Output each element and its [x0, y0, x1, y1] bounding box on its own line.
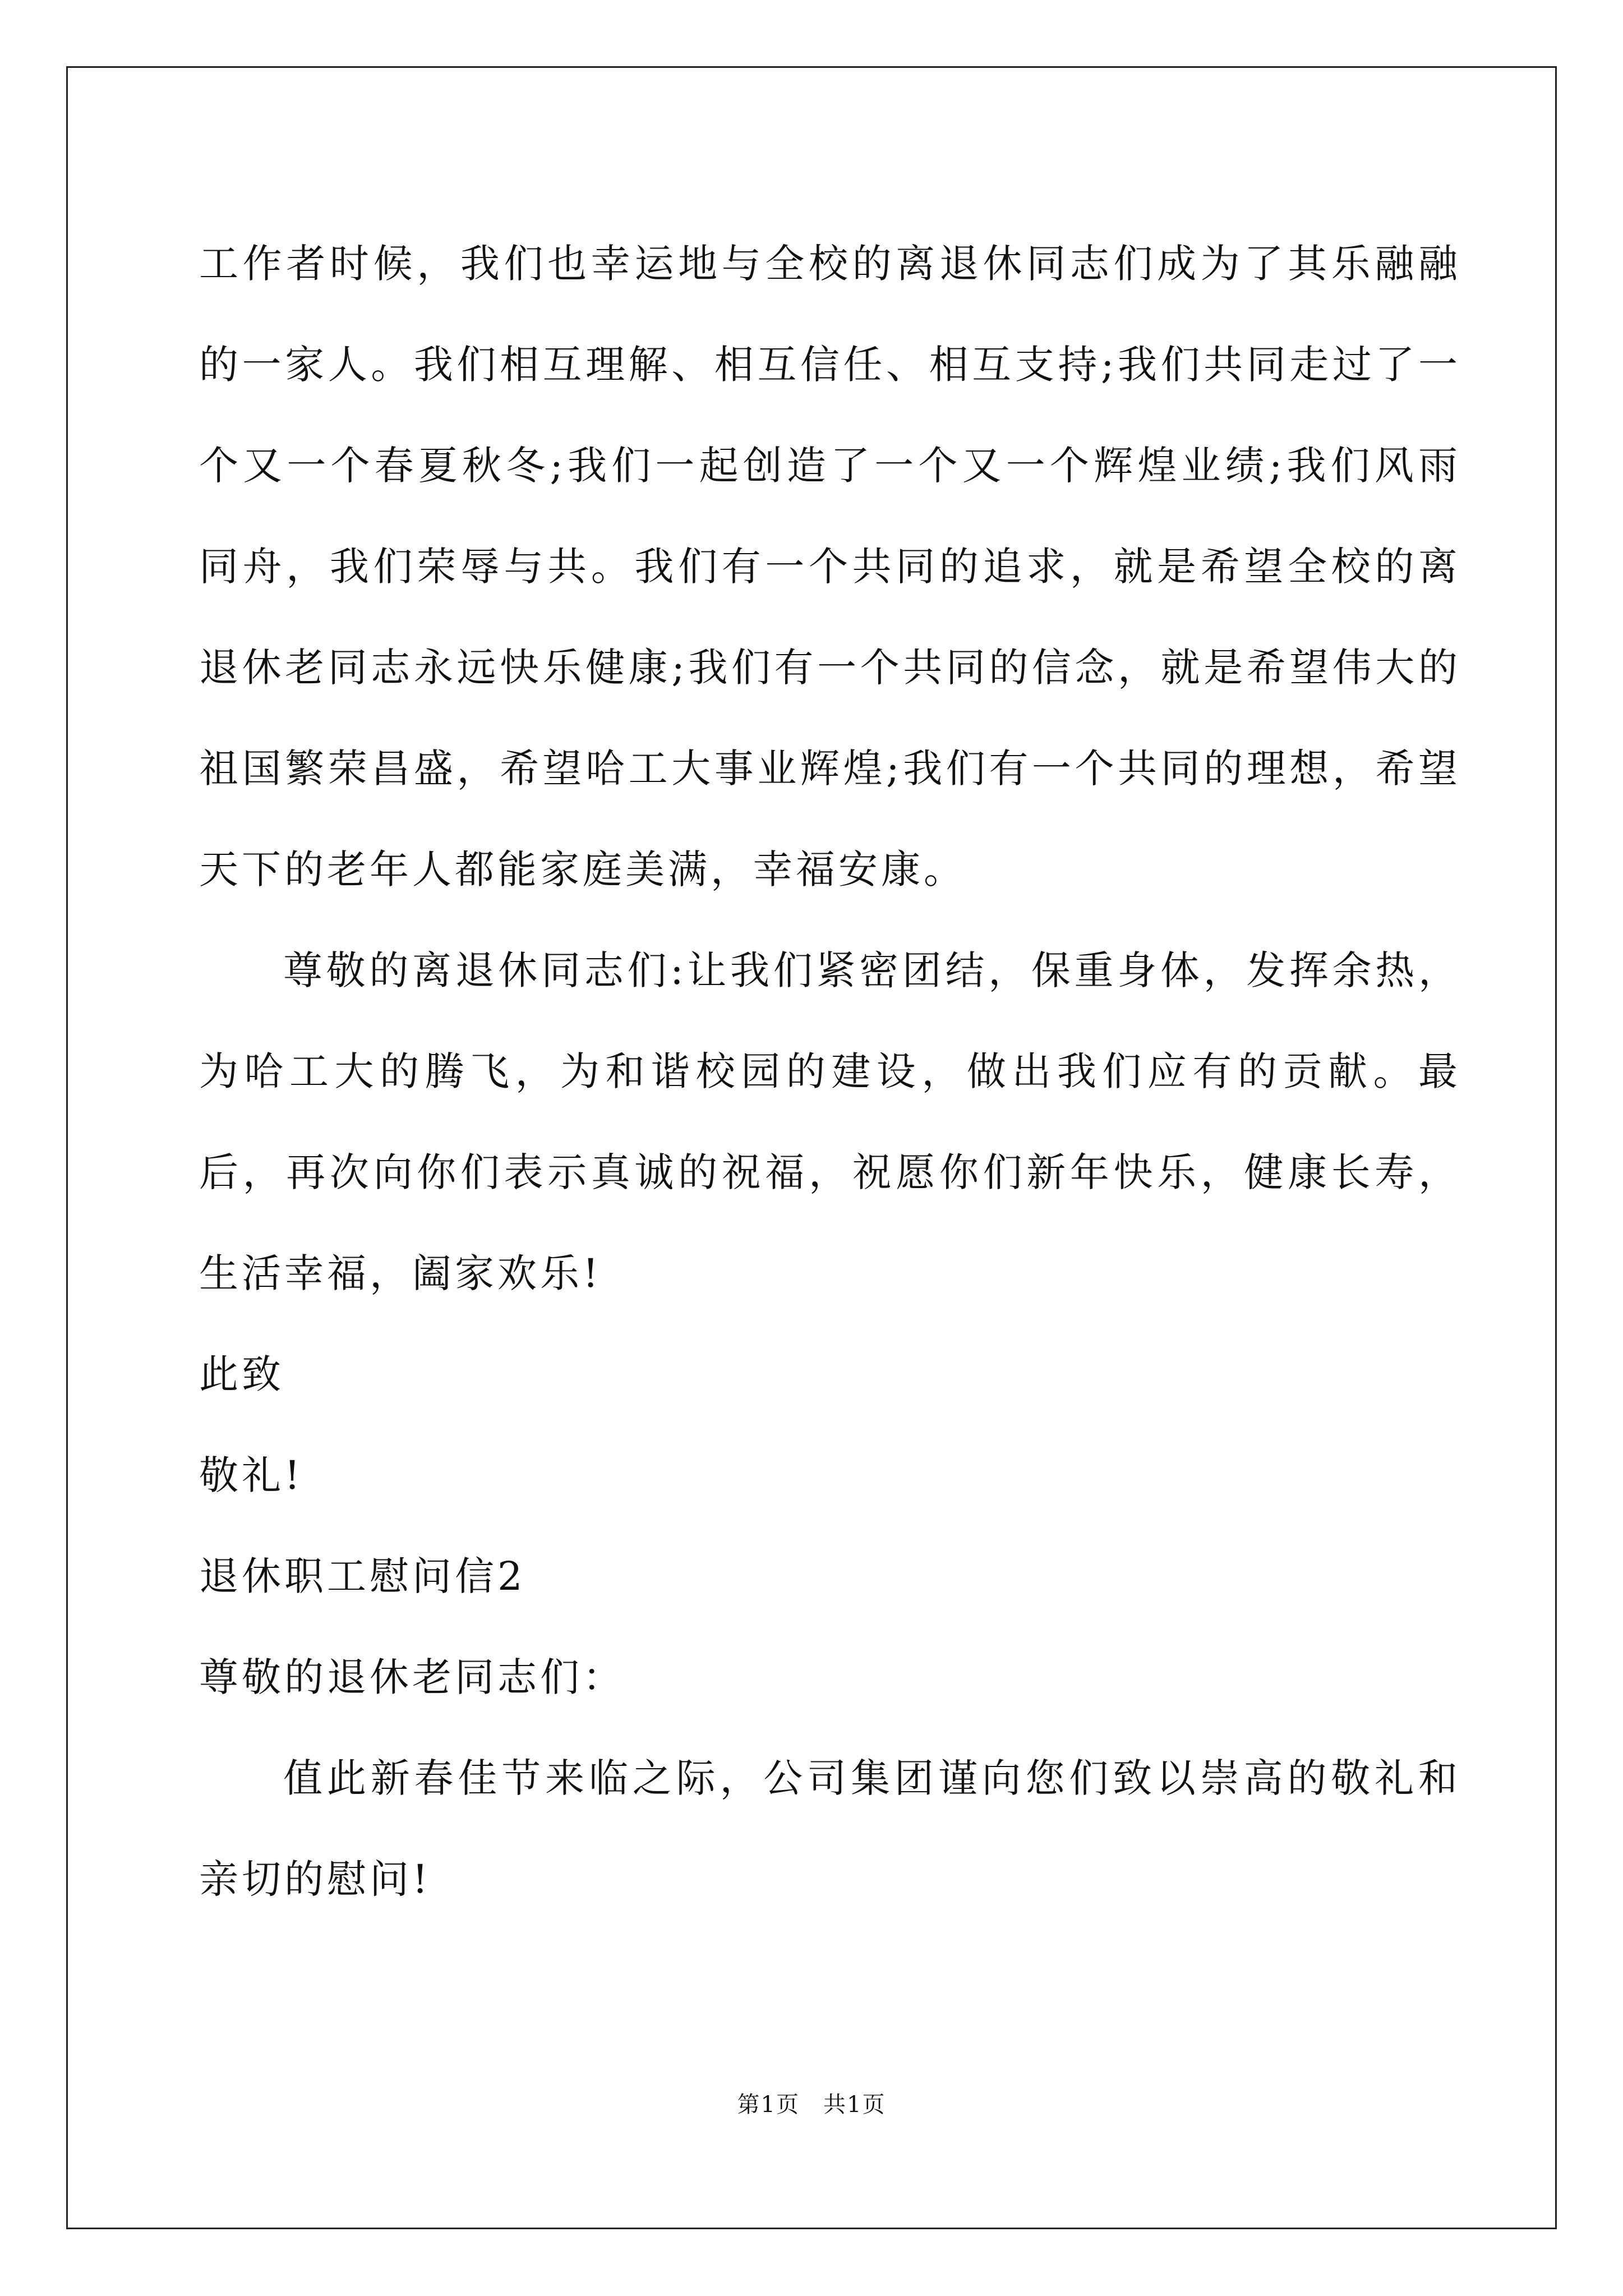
page-number-footer: 第1页 共1页 [737, 2092, 886, 2118]
section-title: 退休职工慰问信2 [199, 1553, 526, 1599]
letter-greeting: 尊敬的退休老同志们： [199, 1654, 625, 1700]
salutation-cizhi: 此致 [199, 1351, 284, 1397]
document-body [199, 213, 1461, 1930]
paragraph-closing-wishes: 尊敬的离退休同志们:让我们紧密团结，保重身体，发挥余热，为哈工大的腾飞，为和谐校园的建设，做出我们应有的贡献。最后，再次向你们表示真诚的祝福，祝愿你们新年快乐，健康长寿，生活幸福，阖家欢乐! [199, 947, 1461, 1296]
paragraph-letter-body: 工作者时候，我们也幸运地与全校的离退休同志们成为了其乐融融的一家人。我们相互理解、相互信任、相互支持;我们共同走过了一个又一个春夏秋冬;我们一起创造了一个又一个辉煌业绩;我们风雨同舟，我们荣辱与共。我们有一个共同的追求，就是希望全校的离退休老同志永远快乐健康;我们有一个共同的信念，就是希望伟大的祖国繁荣昌盛，希望哈工大事业辉煌;我们有一个共同的理想，希望天下的老年人都能家庭美满，幸福安康。 [199, 241, 1461, 892]
salutation-jingli: 敬礼! [199, 1452, 304, 1498]
paragraph-new-year-greeting: 值此新春佳节来临之际，公司集团谨向您们致以崇高的敬礼和亲切的慰问! [199, 1755, 1461, 1902]
